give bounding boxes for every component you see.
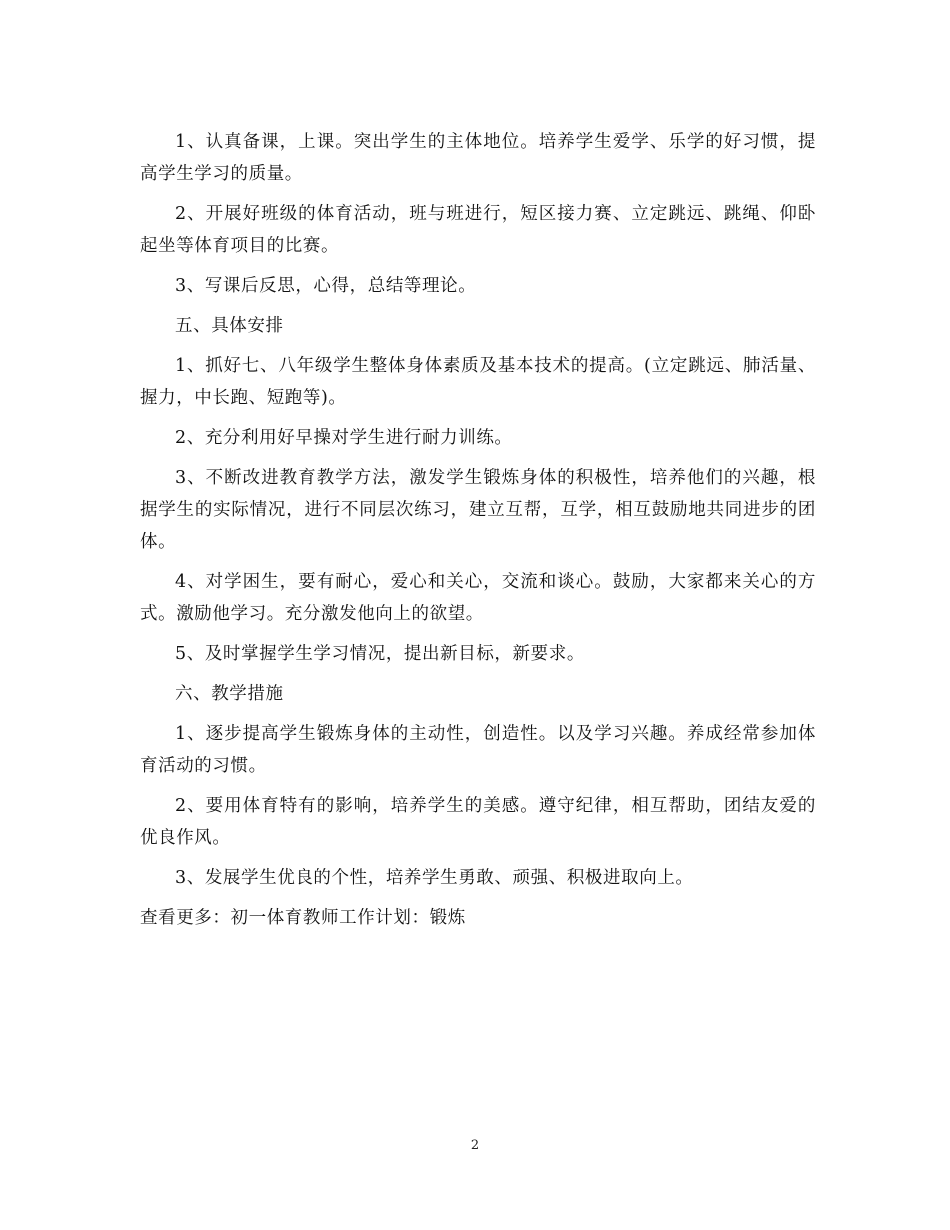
paragraph: 3、写课后反思，心得，总结等理论。 [175,276,477,296]
document-body [140,126,816,942]
paragraph: 1、认真备课，上课。突出学生的主体地位。培养学生爱学、乐学的好习惯，提高学生学习的质量。 [140,132,816,184]
more-link[interactable]: 查看更多：初一体育教师工作计划：锻炼 [140,908,466,928]
paragraph: 3、不断改进教育教学方法，激发学生锻炼身体的积极性，培养他们的兴趣，根据学生的实际情况，进行不同层次练习，建立互帮，互学，相互鼓励地共同进步的团体。 [140,468,816,552]
page-number: 2 [470,1138,480,1153]
section-heading: 六、教学措施 [175,684,284,704]
paragraph: 1、逐步提高学生锻炼身体的主动性，创造性。以及学习兴趣。养成经常参加体育活动的习惯。 [140,724,816,776]
section-heading: 五、具体安排 [175,316,284,336]
paragraph: 2、开展好班级的体育活动，班与班进行，短区接力赛、立定跳远、跳绳、仰卧起坐等体育项目的比赛。 [140,204,816,256]
paragraph: 2、要用体育特有的影响，培养学生的美感。遵守纪律，相互帮助，团结友爱的优良作风。 [140,796,816,848]
paragraph: 3、发展学生优良的个性，培养学生勇敢、顽强、积极进取向上。 [175,868,694,888]
paragraph: 1、抓好七、八年级学生整体身体素质及基本技术的提高。(立定跳远、肺活量、握力，中长跑、短跑等)。 [140,356,816,408]
paragraph: 5、及时掌握学生学习情况，提出新目标，新要求。 [175,644,585,664]
paragraph: 4、对学困生，要有耐心，爱心和关心，交流和谈心。鼓励，大家都来关心的方式。激励他学习。充分激发他向上的欲望。 [140,572,816,624]
paragraph: 2、充分利用好早操对学生进行耐力训练。 [175,428,513,448]
